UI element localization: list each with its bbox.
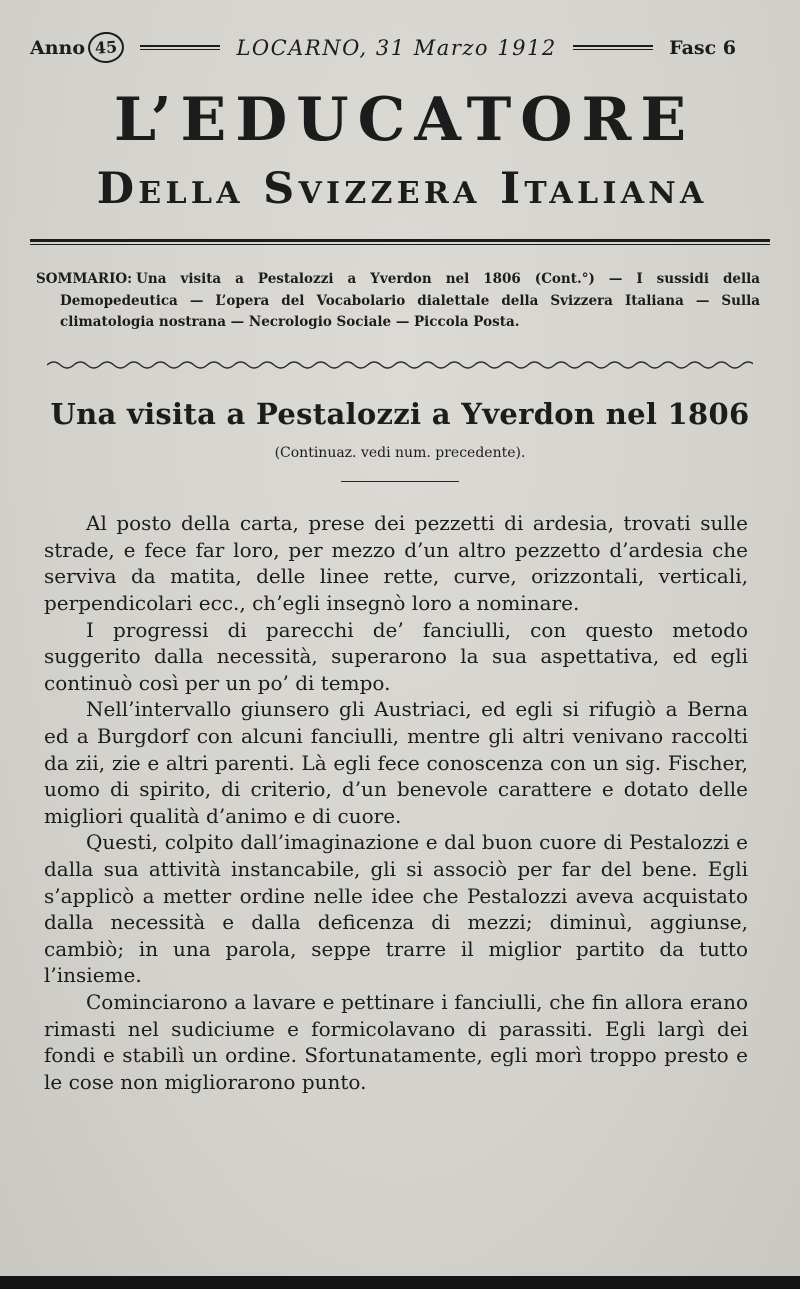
- sommario-text: Una visita a Pestalozzi a Yverdon nel 1806 (Cont.°) — I sussidi della Demopedeutica — L’opera del Vocabolario dialettale della Svizzera Italiana — Sulla climatologia nostrana — Necrologio Sociale — Piccola Posta.: [60, 271, 760, 330]
- article-paragraph: Nell’intervallo giunsero gli Austriaci, ed egli si rifugiò a Berna ed a Burgdorf con alcuni fanciulli, mentre gli altri venivano raccolti da zii, zie e altri parenti. Là egli fece conoscenza con un sig. Fischer, uomo di spirito, di criterio, d’un benevole carattere e dotato delle migliori qualità d’animo e di cuore.: [44, 697, 748, 828]
- article-paragraph: Cominciarono a lavare e pettinare i fanciulli, che fin allora erano rimasti nel sudiciume e formicolavano di parassiti. Egli largì dei fondi e stabilì un ordine. Sfortunatamente, egli morì troppo presto e le cose non migliorarono punto.: [44, 989, 748, 1094]
- wavy-divider-path: [47, 362, 753, 368]
- article-subtitle: (Continuaz. vedi num. precedente).: [274, 445, 526, 462]
- sommario-block: [36, 269, 760, 333]
- double-rule-right: [573, 45, 653, 50]
- dateline: LOCARNO, 31 Marzo 1912: [236, 35, 557, 60]
- wavy-divider: [47, 359, 753, 371]
- double-rule-left: [140, 45, 220, 50]
- anno-label: Anno: [30, 36, 86, 59]
- masthead-title: L’EDUCATORE: [113, 85, 696, 155]
- subtitle-divider: [341, 481, 459, 482]
- masthead-subtitle: Della Svizzera Italiana: [96, 164, 708, 214]
- fascicle-number: Fasc 6: [669, 36, 736, 59]
- sommario-label: SOMMARIO:: [36, 271, 133, 288]
- article-paragraph: Questi, colpito dall’imaginazione e dal buon cuore di Pestalozzi e dalla sua attività instancabile, gli si associò per far del bene. Egli s’applicò a metter ordine nelle idee che Pestalozzi aveva acquistato dalla necessità e dalla deficenza di mezzi; diminuì, aggiunse, cambiò; in una parola, seppe trarre il miglior partito da tutto l’insieme.: [44, 830, 748, 988]
- anno-number-circled: 45: [87, 31, 125, 64]
- anno-group: [30, 32, 124, 63]
- scan-edge-bar: [0, 1276, 800, 1289]
- article-paragraph: I progressi di parecchi de’ fanciulli, con questo metodo suggerito dalla necessità, superarono la sua aspettativa, ed egli continuò così per un po’ di tempo.: [44, 617, 748, 695]
- article-body: [44, 510, 748, 1095]
- article-title: Una visita a Pestalozzi a Yverdon nel 1806: [50, 397, 750, 432]
- article-paragraph: Al posto della carta, prese dei pezzetti di ardesia, trovati sulle strade, e fece far loro, per mezzo d’un altro pezzetto d’ardesia che serviva da matita, delle linee rette, curve, orizzontali, verticali, perpendicolari ecc., ch’egli insegnò loro a nominare.: [44, 511, 748, 616]
- issue-header: [0, 0, 800, 63]
- masthead-divider: [30, 239, 770, 245]
